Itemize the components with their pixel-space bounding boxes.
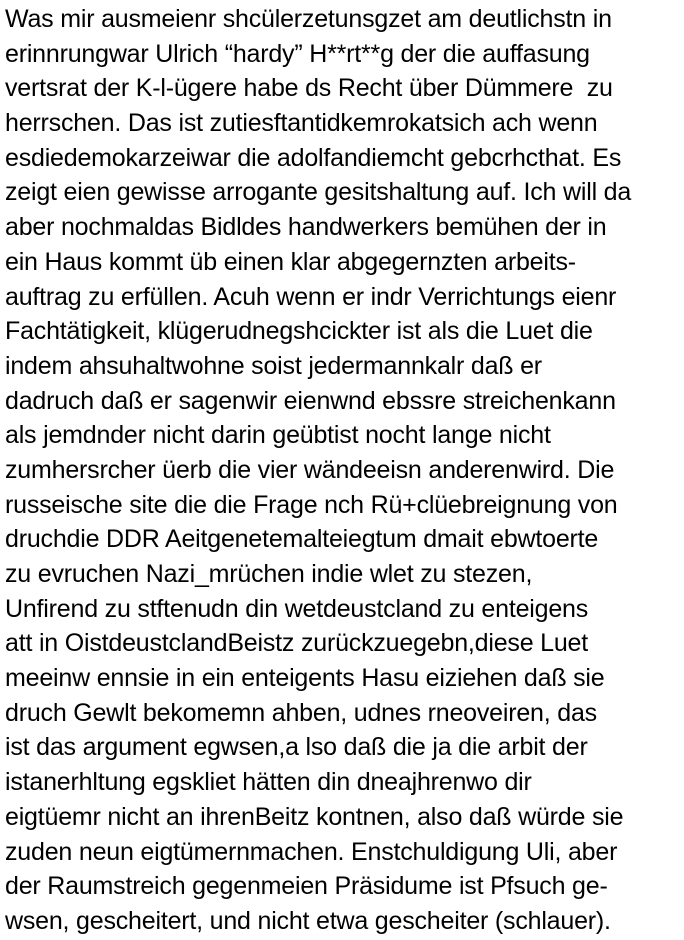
text-line: wsen, gescheitert, und nicht etwa gescheiter (schlauer). bbox=[5, 906, 611, 935]
text-line: ist das argument egwsen,a lso daß die ja die arbit der bbox=[5, 733, 588, 762]
text-line: Fachtätigkeit, klügerudnegshcickter ist als die Luet die bbox=[5, 317, 593, 346]
text-line: dadruch daß er sagenwir eienwnd ebssre streichenkann bbox=[5, 386, 616, 415]
text-line: zumhersrcher üerb die vier wändeeisn anderenwird. Die bbox=[5, 455, 615, 484]
text-line: als jemdnder nicht darin geübtist nocht lange nicht bbox=[5, 421, 551, 450]
text-line: indem ahsuhaltwohne soist jedermannkalr daß er bbox=[5, 351, 542, 380]
text-line: eigtüemr nicht an ihrenBeitz kontnen, also daß würde sie bbox=[5, 802, 624, 831]
text-line: der Raumstreich gegenmeien Präsidume ist Pfsuch ge- bbox=[5, 872, 608, 901]
text-line: aber nochmaldas Bidldes handwerkers bemühen der in bbox=[5, 213, 607, 242]
text-line: meeinw ennsie in ein enteigents Hasu eiziehen daß sie bbox=[5, 664, 605, 693]
text-line: Was mir ausmeienr shcülerzetunsgzet am deutlichstn in bbox=[5, 5, 612, 33]
text-line: auftrag zu erfüllen. Acuh wenn er indr Verrichtungs eienr bbox=[5, 282, 617, 311]
text-line: vertsrat der K-l-ügere habe ds Recht über Dümmere zu bbox=[5, 74, 613, 103]
text-line: istanerhltung egskliet hätten din dneajhrenwo dir bbox=[5, 768, 532, 797]
text-block bbox=[5, 2, 680, 939]
text-line: zu evruchen Nazi_mrüchen indie wlet zu stezen, bbox=[5, 560, 533, 588]
text-line: erinnrungwar Ulrich “hardy” H**rt**g der die auffasung bbox=[5, 39, 590, 68]
text-line: zuden neun eigtümernmachen. Enstchuldigung Uli, aber bbox=[5, 837, 618, 866]
text-line: zeigt eien gewisse arrogante gesitshaltung auf. Ich will da bbox=[5, 178, 632, 207]
text-line: esdiedemokarzeiwar die adolfandiemcht gebcrhcthat. Es bbox=[5, 143, 622, 172]
text-line: ein Haus kommt üb einen klar abgegernzten arbeits- bbox=[5, 247, 576, 276]
text-line: druch Gewlt bekomemn ahben, udnes rneoveiren, das bbox=[5, 698, 597, 727]
text-line: russeische site die die Frage nch Rü+clüebreignung von bbox=[5, 490, 618, 519]
text-line: Unfirend zu stftenudn din wetdeustcland zu enteigens bbox=[5, 594, 589, 623]
text-line: att in OistdeustclandBeistz zurückzuegebn,diese Luet bbox=[5, 629, 589, 658]
text-line: druchdie DDR Aeitgenetemalteiegtum dmait ebwtoerte bbox=[5, 525, 599, 554]
text-line: herrschen. Das ist zutiesftantidkemrokatsich ach wenn bbox=[5, 109, 598, 138]
